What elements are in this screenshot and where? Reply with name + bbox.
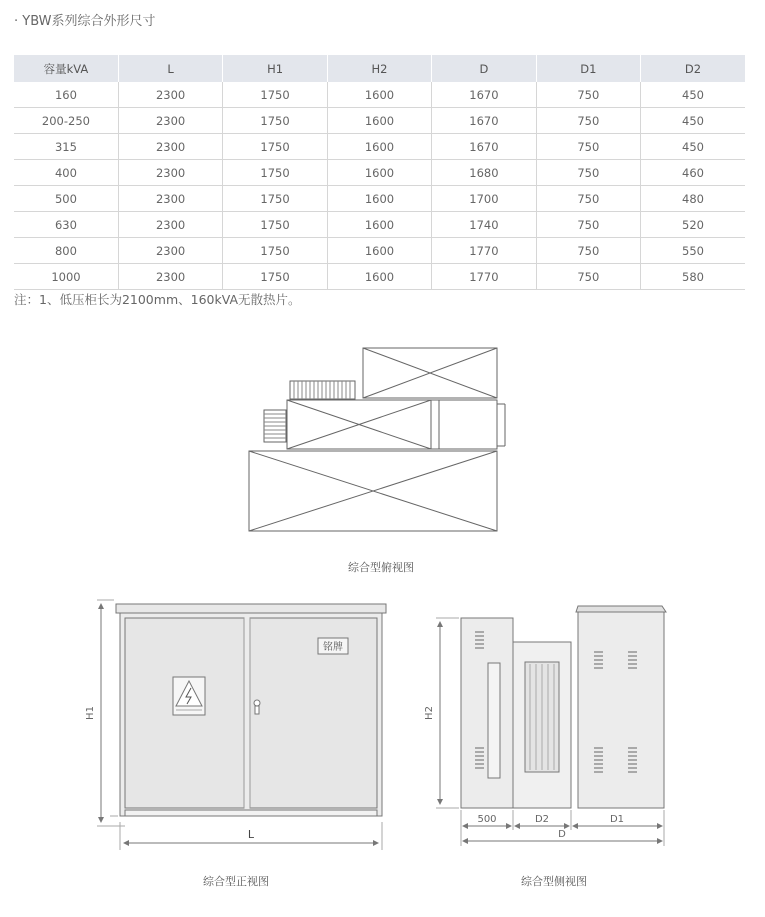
table-cell: 750 bbox=[536, 82, 640, 108]
col-header: D bbox=[432, 55, 536, 82]
col-header: L bbox=[118, 55, 222, 82]
h1-label: H1 bbox=[85, 706, 96, 720]
table-cell: 1750 bbox=[223, 264, 327, 290]
col-header: 容量kVA bbox=[14, 55, 118, 82]
table-cell: 400 bbox=[14, 160, 118, 186]
top-view-caption: 综合型俯视图 bbox=[348, 561, 414, 574]
table-cell: 750 bbox=[536, 134, 640, 160]
table-cell: 2300 bbox=[118, 160, 222, 186]
top-view-drawing bbox=[249, 348, 505, 531]
table-cell: 2300 bbox=[118, 212, 222, 238]
table-cell: 1600 bbox=[327, 82, 431, 108]
table-cell: 1750 bbox=[223, 186, 327, 212]
table-cell: 200-250 bbox=[14, 108, 118, 134]
table-cell: 2300 bbox=[118, 134, 222, 160]
table-cell: 800 bbox=[14, 238, 118, 264]
width-500-label: 500 bbox=[477, 814, 497, 825]
col-header: D2 bbox=[641, 55, 745, 82]
col-header: D1 bbox=[536, 55, 640, 82]
table-cell: 450 bbox=[641, 108, 745, 134]
table-cell: 750 bbox=[536, 264, 640, 290]
table-cell: 2300 bbox=[118, 238, 222, 264]
d2-label: D2 bbox=[534, 814, 550, 825]
table-cell: 1750 bbox=[223, 238, 327, 264]
table-cell: 1770 bbox=[432, 238, 536, 264]
table-cell: 750 bbox=[536, 238, 640, 264]
table-cell: 1600 bbox=[327, 238, 431, 264]
table-cell: 1750 bbox=[223, 82, 327, 108]
nameplate-label: 铭牌 bbox=[323, 642, 343, 653]
table-cell: 750 bbox=[536, 160, 640, 186]
table-cell: 2300 bbox=[118, 264, 222, 290]
side-view-drawing bbox=[436, 606, 666, 846]
table-cell: 1750 bbox=[223, 108, 327, 134]
table-cell: 160 bbox=[14, 82, 118, 108]
table-cell: 2300 bbox=[118, 108, 222, 134]
table-cell: 1740 bbox=[432, 212, 536, 238]
table-cell: 750 bbox=[536, 212, 640, 238]
table-cell: 750 bbox=[536, 108, 640, 134]
table-cell: 580 bbox=[641, 264, 745, 290]
table-cell: 1750 bbox=[223, 134, 327, 160]
table-cell: 315 bbox=[14, 134, 118, 160]
table-cell: 1600 bbox=[327, 264, 431, 290]
table-cell: 460 bbox=[641, 160, 745, 186]
table-cell: 500 bbox=[14, 186, 118, 212]
table-cell: 1750 bbox=[223, 212, 327, 238]
table-cell: 1670 bbox=[432, 134, 536, 160]
h2-label: H2 bbox=[424, 706, 435, 720]
d1-label: D1 bbox=[609, 814, 625, 825]
table-cell: 450 bbox=[641, 82, 745, 108]
col-header: H2 bbox=[327, 55, 431, 82]
table-cell: 2300 bbox=[118, 186, 222, 212]
page-title: · YBW系列综合外形尺寸 bbox=[14, 14, 156, 29]
l-label: L bbox=[247, 828, 255, 841]
table-cell: 1700 bbox=[432, 186, 536, 212]
table-cell: 550 bbox=[641, 238, 745, 264]
table-cell: 1750 bbox=[223, 160, 327, 186]
front-view-caption: 综合型正视图 bbox=[203, 875, 269, 888]
side-view-caption: 综合型侧视图 bbox=[521, 875, 587, 888]
table-cell: 1600 bbox=[327, 212, 431, 238]
table-cell: 450 bbox=[641, 134, 745, 160]
table-note: 注：1、低压柜长为2100mm、160kVA无散热片。 bbox=[14, 292, 301, 307]
table-cell: 1600 bbox=[327, 160, 431, 186]
table-cell: 480 bbox=[641, 186, 745, 212]
table-cell: 1680 bbox=[432, 160, 536, 186]
table-cell: 2300 bbox=[118, 82, 222, 108]
table-cell: 1670 bbox=[432, 108, 536, 134]
table-cell: 520 bbox=[641, 212, 745, 238]
table-cell: 1600 bbox=[327, 108, 431, 134]
d-label: D bbox=[558, 829, 566, 840]
col-header: H1 bbox=[223, 55, 327, 82]
front-view-drawing bbox=[97, 600, 386, 850]
table-cell: 750 bbox=[536, 186, 640, 212]
table-cell: 1770 bbox=[432, 264, 536, 290]
table-cell: 630 bbox=[14, 212, 118, 238]
table-cell: 1600 bbox=[327, 186, 431, 212]
table-cell: 1600 bbox=[327, 134, 431, 160]
table-cell: 1000 bbox=[14, 264, 118, 290]
table-cell: 1670 bbox=[432, 82, 536, 108]
